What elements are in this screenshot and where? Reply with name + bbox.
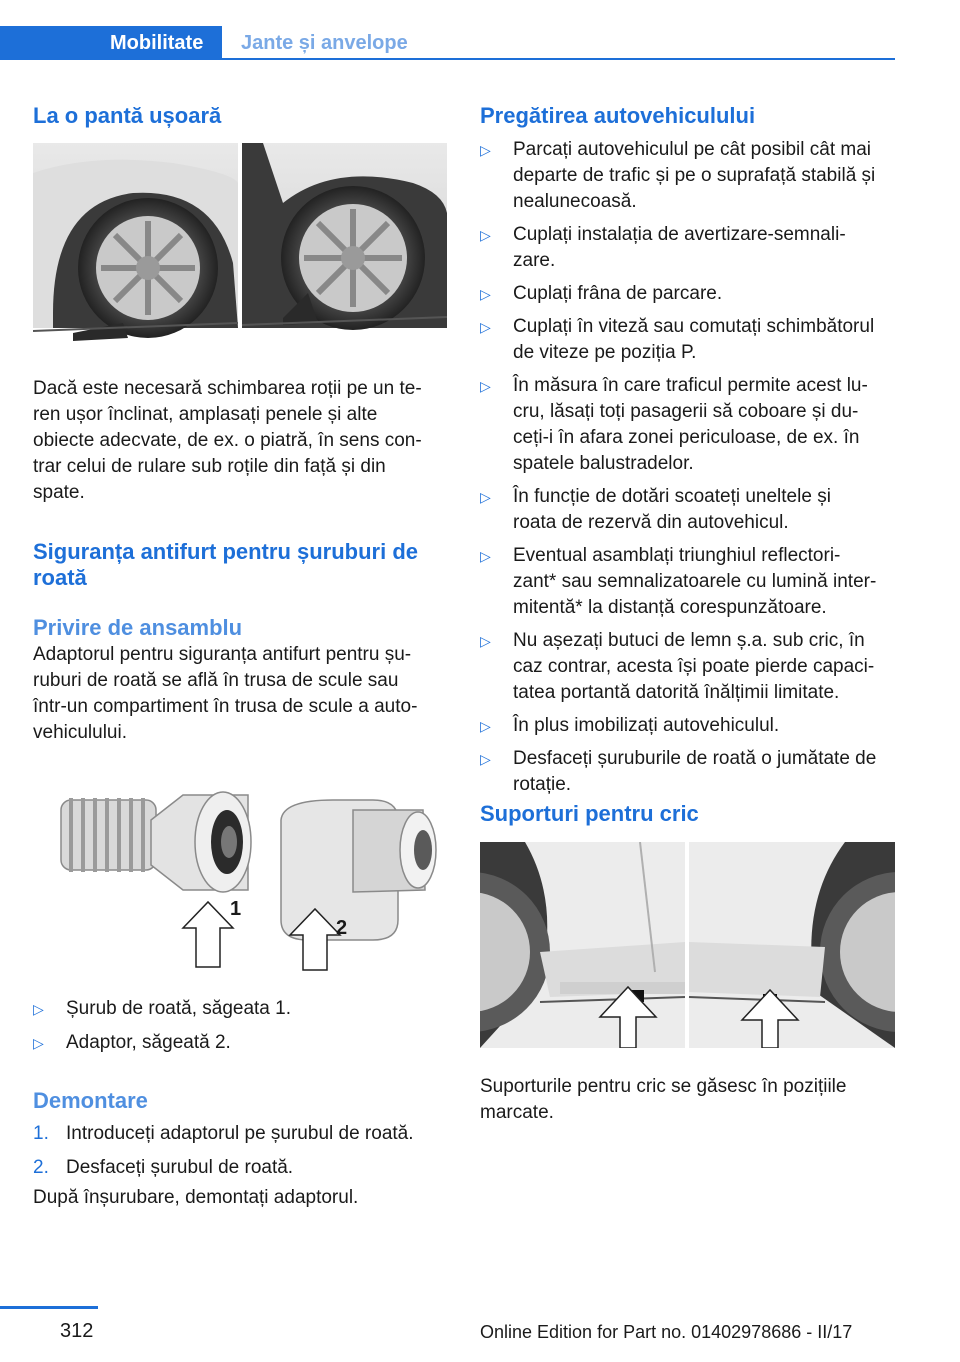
bullet-icon: ▷ — [480, 142, 491, 158]
bullet-icon: ▷ — [480, 548, 491, 564]
chapter-tab: Mobilitate — [0, 26, 222, 60]
wheel-wedge-illustration — [33, 143, 447, 343]
overview-title: Privire de ansamblu — [33, 615, 243, 640]
list-item: ▷ În funcție de dotări scoateți uneltele și roata de rezervă din autovehicul. — [480, 486, 831, 533]
prep-title: Pregătirea autovehiculului — [480, 103, 756, 128]
list-item: ▷ Eventual asamblați triunghiul reflectori- zant* sau semnalizatoarele cu lumină inter- mitentă* la distanță corespunzătoare. — [480, 545, 877, 618]
list-item: ▷ Adaptor, săgeată 2. — [33, 1030, 447, 1056]
footer-rule — [0, 1306, 98, 1309]
list-item: ▷ Cuplați instalația de avertizare-semnali- zare. — [480, 224, 846, 271]
list-item: ▷ Cuplați în viteză sau comutați schimbătorul de viteze pe poziția P. — [480, 316, 875, 363]
bullet-icon: ▷ — [480, 718, 491, 734]
page-number: 312 — [60, 1320, 94, 1342]
bullet-icon: ▷ — [480, 286, 491, 302]
bullet-icon: ▷ — [480, 633, 491, 649]
overview-text: Adaptorul pentru siguranța antifurt pentru șu- ruburi de roată se află în trusa de scule sau într-un compartiment în trusa de scule a auto- vehiculului. — [33, 644, 418, 743]
bullet-icon: ▷ — [33, 1001, 44, 1017]
bullet-icon: ▷ — [33, 1035, 44, 1051]
bullet-icon: ▷ — [480, 751, 491, 767]
bullet-icon: ▷ — [480, 319, 491, 335]
parts-list — [33, 996, 447, 1064]
slope-title: La o pantă ușoară — [33, 103, 222, 128]
section-tab: Jante și anvelope — [241, 32, 408, 54]
arrow-label-2: 2 — [336, 917, 348, 939]
bullet-icon: ▷ — [480, 227, 491, 243]
removal-steps — [33, 1121, 447, 1189]
edition-note: Online Edition for Part no. 01402978686 - II/17 — [480, 1322, 853, 1342]
list-item: 1. Introduceți adaptorul pe șurubul de roată. — [33, 1123, 414, 1144]
list-item: ▷ Parcați autovehiculul pe cât posibil cât mai departe de trafic și pe o suprafață stabilă și nealunecoasă. — [480, 139, 876, 212]
bullet-icon: ▷ — [480, 489, 491, 505]
list-item: ▷ În măsura în care traficul permite acest lu- cru, lăsați toți pasagerii să coboare și du- ceți-i în afara zonei periculoase, de ex. în spatele balustradelor. — [480, 375, 868, 474]
lock-bolt-adapter-illustration — [33, 770, 447, 975]
slope-text: Dacă este necesară schimbarea roții pe un te- ren ușor înclinat, amplasați penele și alte obiecte adecvate, de ex. o piatră, în sens con- trar celui de rulare sub roțile din față și din spate. — [33, 378, 422, 503]
removal-after: După înșurubare, demontați adaptorul. — [33, 1187, 359, 1208]
list-item: ▷ Cuplați frâna de parcare. — [480, 281, 895, 307]
list-item: ▷ Șurub de roată, săgeata 1. — [33, 996, 447, 1022]
removal-title: Demontare — [33, 1088, 148, 1113]
list-item: ▷ Desfaceți șuruburile de roată o jumătate de rotație. — [480, 748, 877, 795]
page-header — [0, 0, 960, 64]
jack-points-illustration — [480, 842, 895, 1048]
list-item: 2. Desfaceți șurubul de roată. — [33, 1157, 294, 1178]
jack-text: Suporturile pentru cric se găsesc în pozițiile marcate. — [480, 1076, 847, 1123]
jack-title: Suporturi pentru cric — [480, 801, 699, 826]
list-item: ▷ Nu așezați butuci de lemn ș.a. sub cric, în caz contrar, acesta își poate pierde capaci- tatea portantă datorită înălțimii limitate. — [480, 630, 875, 703]
header-rule — [222, 58, 895, 60]
antitheft-title: Siguranța antifurt pentru șuruburi de roată — [33, 539, 419, 590]
bullet-icon: ▷ — [480, 378, 491, 394]
prep-list — [480, 137, 895, 805]
list-item: ▷ În plus imobilizați autovehiculul. — [480, 713, 895, 739]
arrow-label-1: 1 — [230, 898, 242, 920]
